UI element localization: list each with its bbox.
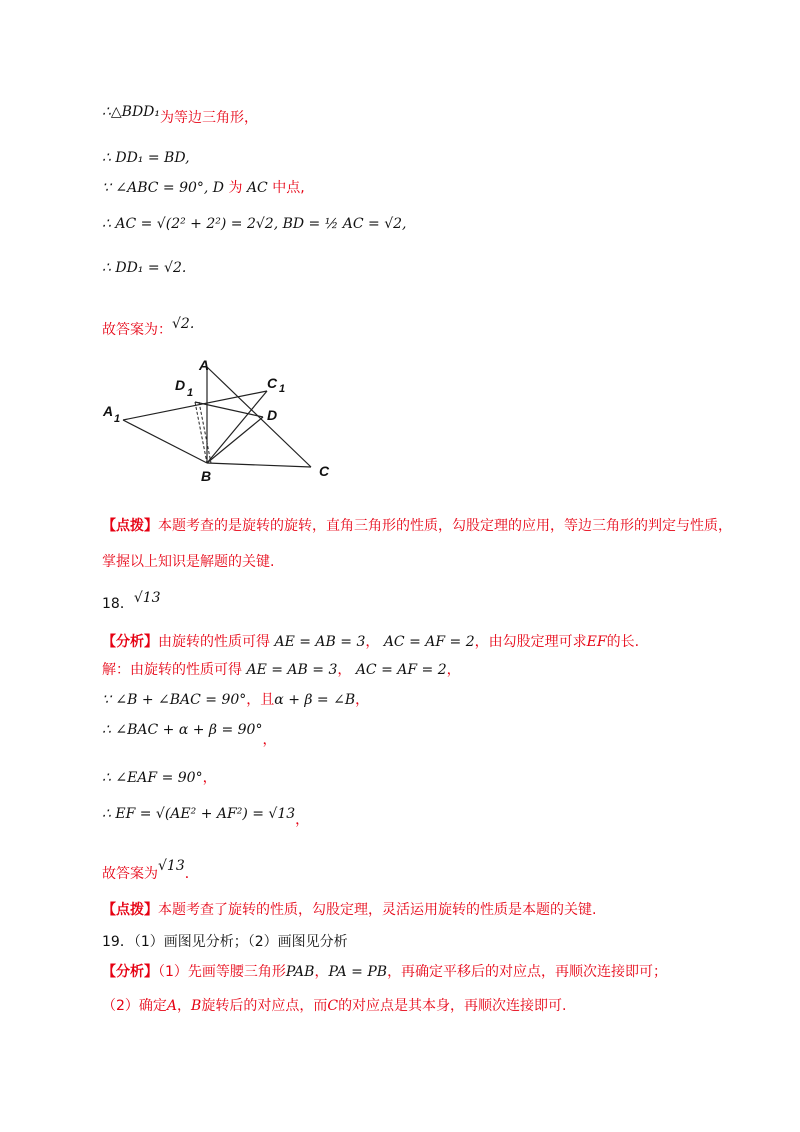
note-tag: 【点拨】	[102, 902, 158, 918]
text: ，	[262, 732, 277, 748]
q19-analysis-1	[102, 962, 667, 982]
note-text: 本题考查的是旋转的旋转，直角三角形的性质，勾股定理的应用，等边三角形的判定与性质，	[158, 518, 732, 534]
label-c1: C	[267, 375, 278, 391]
text: ，由勾股定理可求	[474, 634, 587, 650]
q18-solution-1	[102, 660, 461, 680]
math-expr: PA = PB	[328, 964, 388, 980]
q18-solution-3	[102, 720, 277, 748]
q17-note-line1	[102, 516, 732, 536]
q18-solution-2	[102, 690, 369, 710]
math-expr: α + β = ∠B	[274, 692, 356, 708]
text: 的对应点是其本身，再顺次连接即可.	[338, 998, 567, 1014]
math-expr: AC = AF = 2	[383, 634, 475, 650]
question-number: 18．	[102, 596, 134, 612]
line-b-c	[207, 463, 311, 467]
label-b: B	[201, 468, 212, 484]
text: ，	[446, 662, 461, 678]
line-b-d	[207, 417, 263, 463]
line-ac-value	[102, 214, 407, 234]
label-c: C	[319, 463, 330, 479]
text: （2）确定	[102, 998, 167, 1014]
text: 中点,	[272, 180, 305, 196]
math-expr: AC	[246, 180, 268, 196]
q18-header	[102, 588, 161, 612]
analysis-tag: 【分析】	[102, 964, 158, 980]
text: 故答案为	[102, 866, 158, 882]
line-angle-abc	[102, 178, 305, 198]
text: 为等边三角形，	[160, 110, 259, 126]
answer: √13	[133, 590, 161, 606]
line-dd1-value	[102, 258, 186, 278]
label-c1-sub: 1	[279, 383, 286, 395]
math-expr: A	[166, 998, 178, 1014]
math-expr: AE = AB = 3	[246, 662, 338, 678]
line-a1-c1	[123, 391, 267, 420]
text: ，	[365, 634, 380, 650]
text: ．	[184, 866, 199, 882]
q19-analysis-2	[102, 996, 567, 1016]
q18-answer	[102, 856, 199, 882]
math-expr: √2.	[172, 316, 195, 332]
line-a-c	[207, 367, 311, 467]
math-expr: ∵ ∠ABC = 90°, D	[102, 180, 225, 196]
text: ，	[355, 692, 370, 708]
math-expr: √13	[158, 858, 185, 874]
text: ，	[337, 662, 352, 678]
math-expr: ∵ ∠B + ∠BAC = 90°	[102, 692, 247, 708]
text: ，再确定平移后的对应点，再顺次连接即可；	[387, 964, 668, 980]
geometry-figure	[95, 350, 345, 490]
text: ，且	[246, 692, 275, 708]
math-expr: ∴ ∠EAF = 90°	[102, 770, 203, 786]
text: 为	[228, 180, 243, 196]
label-a1: A	[103, 403, 114, 419]
text: （1）先画等腰三角形	[158, 964, 286, 980]
math-expr: C	[327, 998, 339, 1014]
line-a1-b	[123, 420, 207, 463]
math-expr: AE = AB = 3	[274, 634, 366, 650]
math-expr: B	[191, 998, 202, 1014]
q17-note-line2	[102, 552, 274, 572]
q18-note	[102, 900, 596, 920]
math-expr: ∴ DD₁ = BD,	[102, 150, 190, 166]
note-tag: 【点拨】	[102, 518, 158, 534]
text: ，	[202, 770, 217, 786]
text: ，	[295, 812, 310, 828]
line-answer	[102, 314, 195, 338]
math-expr: ∴ DD₁ = √2.	[102, 260, 187, 276]
text: ，	[177, 998, 192, 1014]
q18-solution-5	[102, 804, 310, 828]
line-dd1-eq-bd	[102, 148, 190, 168]
label-a1-sub: 1	[114, 413, 121, 425]
math-expr: ∴ EF = √(AE² + AF²) = √13	[102, 806, 296, 822]
note-text: 掌握以上知识是解题的关键.	[102, 554, 275, 570]
math-expr: ∴ AC = √(2² + 2²) = 2√2, BD = ½ AC = √2,	[102, 216, 407, 232]
text: 的长.	[606, 634, 640, 650]
text: 旋转后的对应点，而	[201, 998, 328, 1014]
q18-solution-4	[102, 768, 217, 788]
label-d1: D	[175, 377, 186, 393]
q18-analysis	[102, 632, 639, 652]
math-expr: PAB	[285, 964, 315, 980]
math-expr: ∴ ∠BAC + α + β = 90°	[102, 722, 263, 738]
label-a: A	[199, 357, 210, 373]
text: 解：由旋转的性质可得	[102, 662, 242, 678]
analysis-tag: 【分析】	[102, 634, 158, 650]
label-d1-sub: 1	[187, 387, 194, 399]
math-expr: AC = AF = 2	[355, 662, 447, 678]
math-expr: ∴△BDD₁	[102, 104, 161, 120]
label-d: D	[267, 407, 278, 423]
question-line: 19．（1）画图见分析；（2）画图见分析	[102, 934, 348, 950]
text: 故答案为：	[102, 322, 172, 338]
note-text: 本题考查了旋转的性质，勾股定理，灵活运用旋转的性质是本题的关键.	[158, 902, 597, 918]
text: 由旋转的性质可得	[158, 634, 270, 650]
line-d1-d	[195, 402, 263, 417]
text: ，	[314, 964, 329, 980]
math-expr: EF	[586, 634, 607, 650]
line-triangle-bdd1	[102, 102, 259, 126]
q19-header	[102, 932, 348, 952]
